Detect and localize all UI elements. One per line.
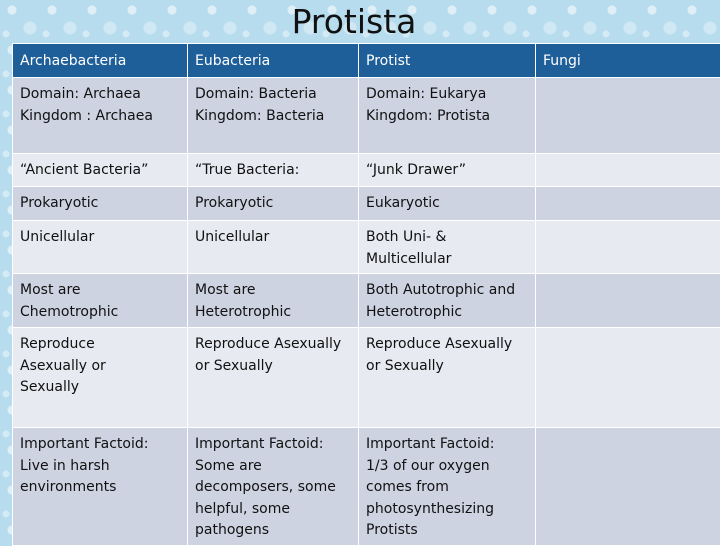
table-row [13,274,720,328]
table-cell [536,187,720,221]
kingdom-comparison-table [12,43,720,546]
cell-line: Domain: Eukarya [366,84,528,106]
table-cell [536,221,720,274]
header-eubacteria: Eubacteria [188,44,359,78]
table-cell [13,428,188,546]
table-cell [188,221,359,274]
table-cell [188,78,359,154]
cell-line: decomposers, some [195,477,351,499]
cell-line: 1/3 of our oxygen [366,456,528,478]
cell-line: helpful, some [195,499,351,521]
cell-line: Some are [195,456,351,478]
table-row [13,154,720,187]
table-row [13,221,720,274]
table-cell [188,328,359,428]
cell-line: Both Autotrophic and [366,280,528,302]
cell-line: Kingdom: Bacteria [195,106,351,128]
table-cell [188,428,359,546]
table-cell [13,78,188,154]
cell-line: pathogens [195,520,351,542]
cell-line: or Sexually [366,356,528,378]
table-cell [13,328,188,428]
table-cell [359,274,536,328]
table-cell [359,328,536,428]
cell-line: photosynthesizing [366,499,528,521]
cell-line: Important Factoid: [366,434,528,456]
table-cell [359,428,536,546]
table-row [13,187,720,221]
header-fungi: Fungi [536,44,720,78]
cell-line: Kingdom: Protista [366,106,528,128]
header-protist: Protist [359,44,536,78]
table-cell [359,221,536,274]
table-cell [188,154,359,187]
cell-line: Prokaryotic [20,193,180,215]
cell-line: Live in harsh [20,456,180,478]
cell-line: Reproduce Asexually [366,334,528,356]
cell-line: environments [20,477,180,499]
cell-line: Most are [20,280,180,302]
table-cell [13,274,188,328]
cell-line: Domain: Archaea [20,84,180,106]
cell-line: comes from [366,477,528,499]
table-cell [536,78,720,154]
cell-line: Unicellular [20,227,180,249]
table-cell [359,78,536,154]
cell-line: “Ancient Bacteria” [20,160,180,182]
cell-line: Protists [366,520,528,542]
table-row [13,78,720,154]
cell-line: Reproduce [20,334,180,356]
cell-line: Unicellular [195,227,351,249]
cell-line: Important Factoid: [195,434,351,456]
cell-line: Multicellular [366,249,528,271]
cell-line: “Junk Drawer” [366,160,528,182]
cell-line: Domain: Bacteria [195,84,351,106]
header-row [13,44,720,78]
table-cell [536,274,720,328]
cell-line: Asexually or [20,356,180,378]
cell-line: Important Factoid: [20,434,180,456]
cell-line: Kingdom : Archaea [20,106,180,128]
header-archaebacteria: Archaebacteria [13,44,188,78]
cell-line: Prokaryotic [195,193,351,215]
cell-line: Reproduce Asexually [195,334,351,356]
cell-line: Eukaryotic [366,193,528,215]
cell-line: Heterotrophic [366,302,528,324]
table-cell [188,187,359,221]
cell-line: Both Uni- & [366,227,528,249]
cell-line: Chemotrophic [20,302,180,324]
cell-line: “True Bacteria: [195,160,351,182]
table-cell [359,187,536,221]
table-cell [188,274,359,328]
table-cell [13,221,188,274]
table-row [13,328,720,428]
cell-line: Sexually [20,377,180,399]
cell-line: or Sexually [195,356,351,378]
table-cell [536,428,720,546]
slide-title: Protista [0,2,708,42]
cell-line: Heterotrophic [195,302,351,324]
table-cell [13,154,188,187]
cell-line: Most are [195,280,351,302]
table-cell [536,154,720,187]
table-cell [13,187,188,221]
table-cell [536,328,720,428]
table-row [13,428,720,546]
table-cell [359,154,536,187]
